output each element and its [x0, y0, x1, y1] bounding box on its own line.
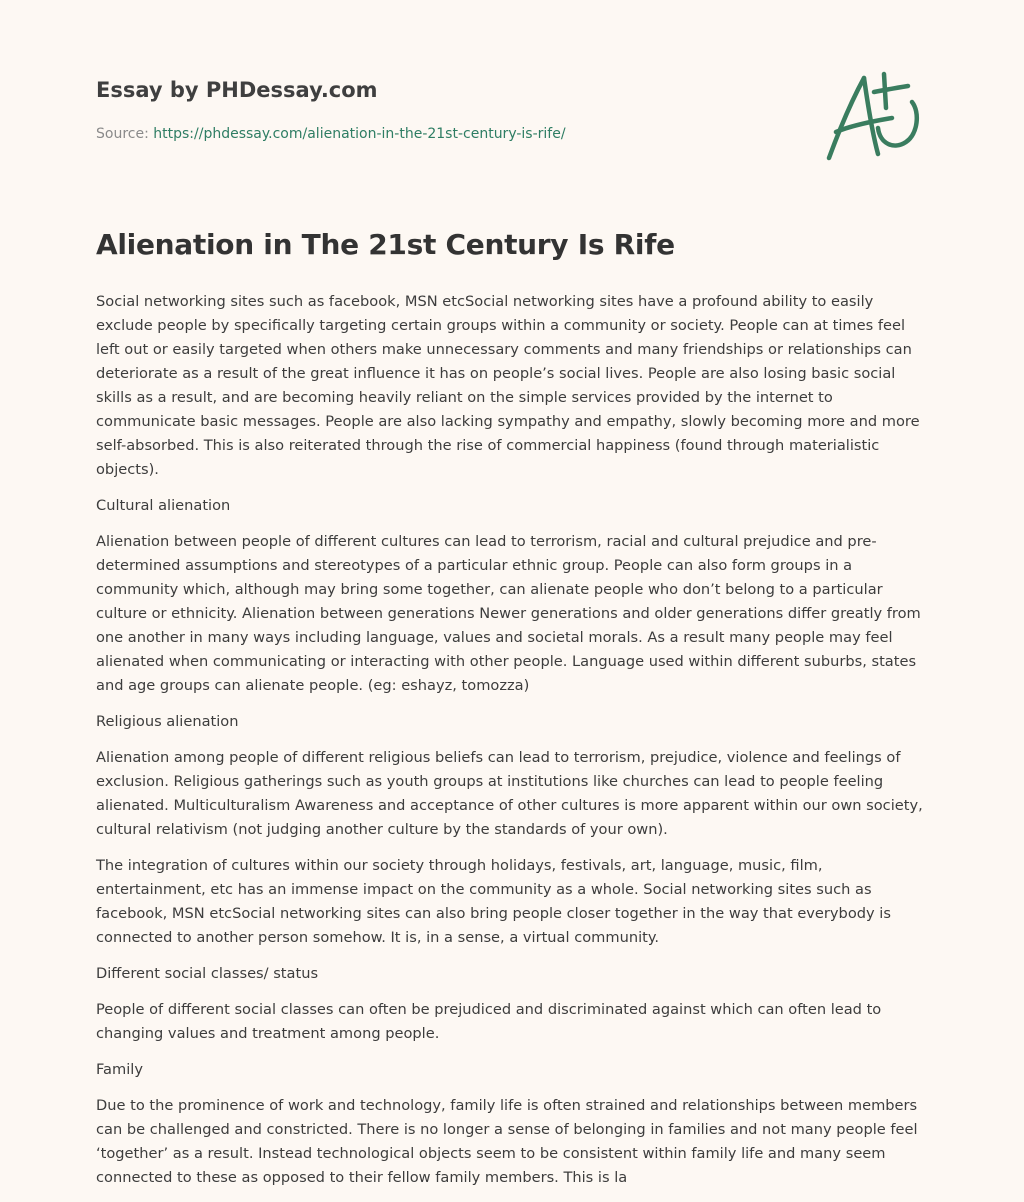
essay-body	[96, 226, 930, 1202]
section-heading: Family	[96, 1061, 143, 1078]
source-link[interactable]: https://phdessay.com/alienation-in-the-21st-century-is-rife/	[153, 126, 566, 142]
brand-title: Essay by PHDessay.com	[96, 78, 378, 102]
section-heading: Cultural alienation	[96, 497, 231, 514]
paragraph: Alienation among people of different religious beliefs can lead to terrorism, prejudice, violence and feelings of exclusion. Religious gatherings such as youth groups at institutions like churches can lead to people feeling alienated. Multiculturalism Awareness and acceptance of other cultures is more apparent within our own society, cultural relativism (not judging another culture by the standards of your own).	[96, 749, 923, 838]
paragraph: Due to the prominence of work and technology, family life is often strained and relationships between members can be challenged and constricted. There is no longer a sense of belonging in families and not many people feel ‘together’ as a result. Instead technological objects seem to be consistent within family life and many seem connected to these as opposed to their fellow family members. This is la	[96, 1097, 918, 1186]
paragraph: Alienation between people of different cultures can lead to terrorism, racial and cultural prejudice and pre-determined assumptions and stereotypes of a particular ethnic group. People can also form groups in a community which, although may bring some together, can alienate people who don’t belong to a particular culture or ethnicity. Alienation between generations Newer generations and older generations differ greatly from one another in many ways including language, values and societal morals. As a result many people may feel alienated when communicating or interacting with other people. Language used within different suburbs, states and age groups can alienate people. (eg: eshayz, tomozza)	[96, 533, 921, 694]
paragraph: Social networking sites such as facebook, MSN etcSocial networking sites have a profound ability to easily exclude people by specifically targeting certain groups within a community or society. People can at times feel left out or easily targeted when others make unnecessary comments and many friendships or relationships can deteriorate as a result of the great influence it has on people’s social lives. People are also losing basic social skills as a result, and are becoming heavily reliant on the simple services provided by the internet to communicate basic messages. People are also lacking sympathy and empathy, slowly becoming more and more self-absorbed. This is also reiterated through the rise of commercial happiness (found through materialistic objects).	[96, 293, 920, 478]
paragraph: The integration of cultures within our society through holidays, festivals, art, language, music, film, entertainment, etc has an immense impact on the community as a whole. Social networking sites such as facebook, MSN etcSocial networking sites can also bring people closer together in the way that everybody is connected to another person somehow. It is, in a sense, a virtual community.	[96, 857, 891, 946]
source-label: Source:	[96, 126, 149, 142]
essay-title: Alienation in The 21st Century Is Rife	[96, 228, 675, 261]
paragraph: People of different social classes can often be prejudiced and discriminated against which can often lead to changing values and treatment among people.	[96, 1001, 882, 1042]
section-heading: Different social classes/ status	[96, 965, 319, 982]
source-line	[96, 124, 816, 144]
essay-header	[96, 76, 816, 144]
section-heading: Religious alienation	[96, 713, 239, 730]
a-plus-logo-icon	[822, 66, 926, 166]
